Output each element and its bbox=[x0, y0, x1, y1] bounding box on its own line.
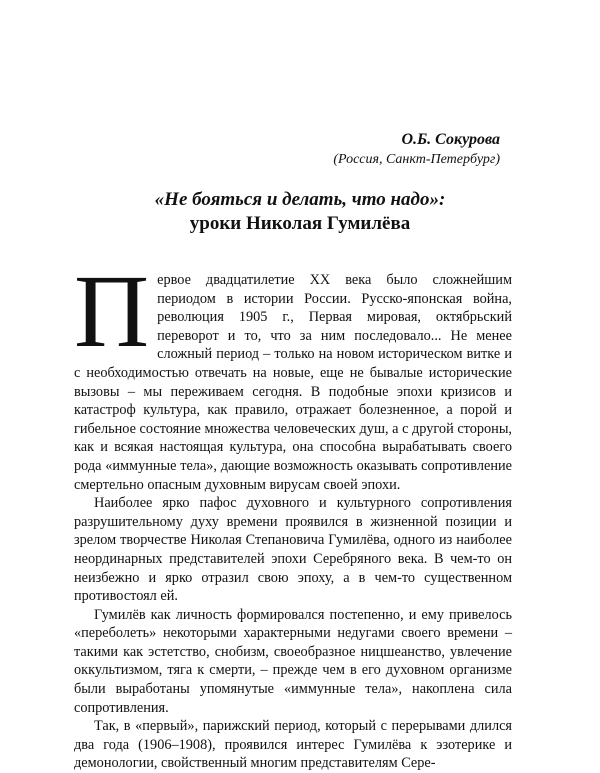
article-body bbox=[74, 254, 512, 773]
paragraph-1 bbox=[74, 254, 512, 494]
drop-cap: П bbox=[74, 254, 150, 369]
paragraph-4: Так, в «первый», парижский период, который с перерывами длился два года (1906–1908), проявился интерес Гумилёва к эзотерике и демонологии, свойственный многим представителям Сере- bbox=[74, 718, 512, 772]
article-title-line2: уроки Николая Гумилёва bbox=[189, 213, 411, 234]
article-title bbox=[60, 188, 540, 236]
paragraph-2: Наиболее ярко пафос духовного и культурного сопротивления разрушительному духу времени проявился в жизненной позиции и зрелом творчестве Николая Степановича Гумилёва, одного из наиболее неординарных представителей эпохи Серебряного века. В чем-то он неизбежно и ярко отразил свою эпоху, а в чем-то существенном противостоял ей. bbox=[74, 495, 512, 605]
author-name: О.Б. Сокурова bbox=[401, 131, 500, 148]
author-affiliation: (Россия, Санкт-Петербург) bbox=[333, 152, 500, 167]
paragraph-1-text: ервое двадцатилетие XX века было сложнейшим периодом в истории России. Русско-японская война, революция 1905 г., Первая мировая, октябрьский переворот и то, что за ним последовало... Не менее сложный период – только на новом историческом витке и с необходимостью отвечать на новые, еще не бывалые исторические вызовы – мы переживаем сегодня. В подобные эпохи кризисов и катастроф культура, как правило, отражает болезненное, а порой и гибельное состояние множества человеческих душ, а с другой стороны, как и всякая настоящая культура, она способна вырабатывать своего рода «иммунные тела», дающие возможность оказывать сопротивление смертельно опасным духовным вирусам своей эпохи. bbox=[74, 272, 512, 493]
paragraph-3: Гумилёв как личность формировался постепенно, и ему привелось «переболеть» некоторыми характерными недугами своего времени – такими как эстетство, снобизм, своеобразное ницшеанство, увлечение оккультизмом, тяга к смерти, – прежде чем в его духовном организме были выработаны упомянутые «иммунные тела», накоплена сила сопротивления. bbox=[74, 606, 512, 716]
author-block bbox=[333, 130, 500, 170]
article-title-line1: «Не бояться и делать, что надо»: bbox=[154, 189, 446, 210]
